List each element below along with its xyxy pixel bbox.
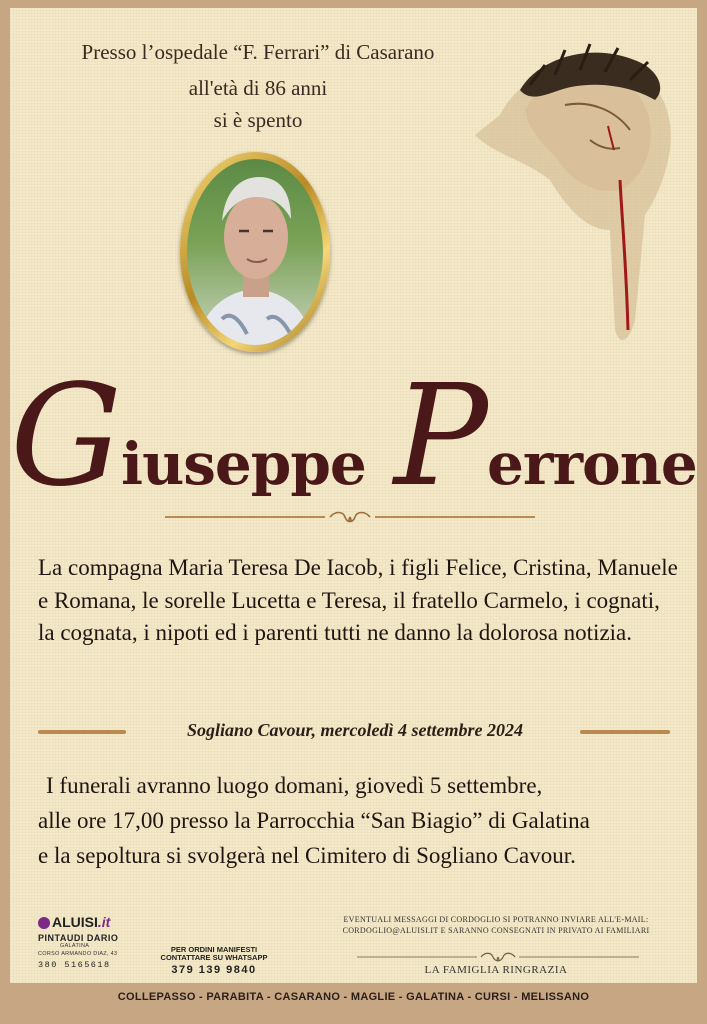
last-name-rest: errone [487, 430, 697, 498]
agency-name: PINTAUDI DARIO [38, 933, 119, 943]
portrait-photo [187, 159, 323, 345]
whatsapp-number: 379 139 9840 [171, 964, 257, 976]
message-line-2: CORDOGLIO@ALUISI.IT E SARANNO CONSEGNATI IN PRIVATO AI FAMILIARI [342, 926, 650, 935]
brand-suffix: .it [97, 914, 111, 930]
agency-city: GALATINA [60, 943, 90, 949]
funeral-line-3: e la sepoltura si svolgerà nel Cimitero di Sogliano Cavour. [38, 843, 576, 868]
funeral-line-2: alle ore 17,00 presso la Parrocchia “San Biagio” di Galatina [38, 808, 590, 833]
portrait-frame [180, 152, 330, 352]
orders-line-1: PER ORDINI MANIFESTI [170, 945, 258, 954]
last-name-initial: P [393, 355, 488, 518]
header-line-2: all'età di 86 anni [188, 76, 328, 100]
flourish-ornament [165, 510, 535, 524]
agency-address: CORSO ARMANDO DIAZ, 43 [38, 951, 118, 957]
orders-info [150, 946, 278, 976]
date-rule-right [580, 730, 670, 734]
date-rule-left [38, 730, 126, 734]
brand-name: ALUISI [52, 914, 98, 930]
deceased-name [0, 355, 707, 518]
place-date: Sogliano Cavour, mercoledì 4 settembre 2024 [187, 720, 523, 740]
funeral-details [38, 768, 678, 873]
header-line-3: si è spento [213, 108, 303, 132]
message-line-1: EVENTUALI MESSAGGI DI CORDOGLIO SI POTRANNO INVIARE ALL'E-MAIL: [343, 915, 649, 924]
agency-logo [38, 914, 148, 930]
announcement-text: La compagna Maria Teresa De Iacob, i figli Felice, Cristina, Manuele e Romana, le sorelle Lucetta e Teresa, il fratello Carmelo, i cognati, la cognata, i nipoti ed i parenti tutti ne danno la dolorosa notizia. [38, 555, 678, 645]
towns-list: COLLEPASSO - PARABITA - CASARANO - MAGLIE - GALATINA - CURSI - MELISSANO [117, 991, 590, 1003]
condolence-message [318, 914, 674, 936]
header-line-1: Presso l’ospedale “F. Ferrari” di Casarano [81, 40, 435, 64]
agency-phone: 380 5165618 [38, 960, 111, 970]
christ-crown-of-thorns-image [470, 30, 685, 350]
agency-logo-block [38, 914, 148, 970]
first-name-initial: G [10, 355, 122, 518]
family-thanks: LA FAMIGLIA RINGRAZIA [424, 964, 568, 976]
footer-ornament [357, 951, 639, 963]
first-name-rest: iuseppe [121, 430, 366, 498]
logo-mark-icon [38, 917, 50, 929]
place-date-row [0, 720, 707, 744]
orders-line-2: CONTATTARE SU WHATSAPP [160, 953, 268, 962]
funeral-line-1: I funerali avranno luogo domani, giovedì 5 settembre, [46, 773, 543, 798]
